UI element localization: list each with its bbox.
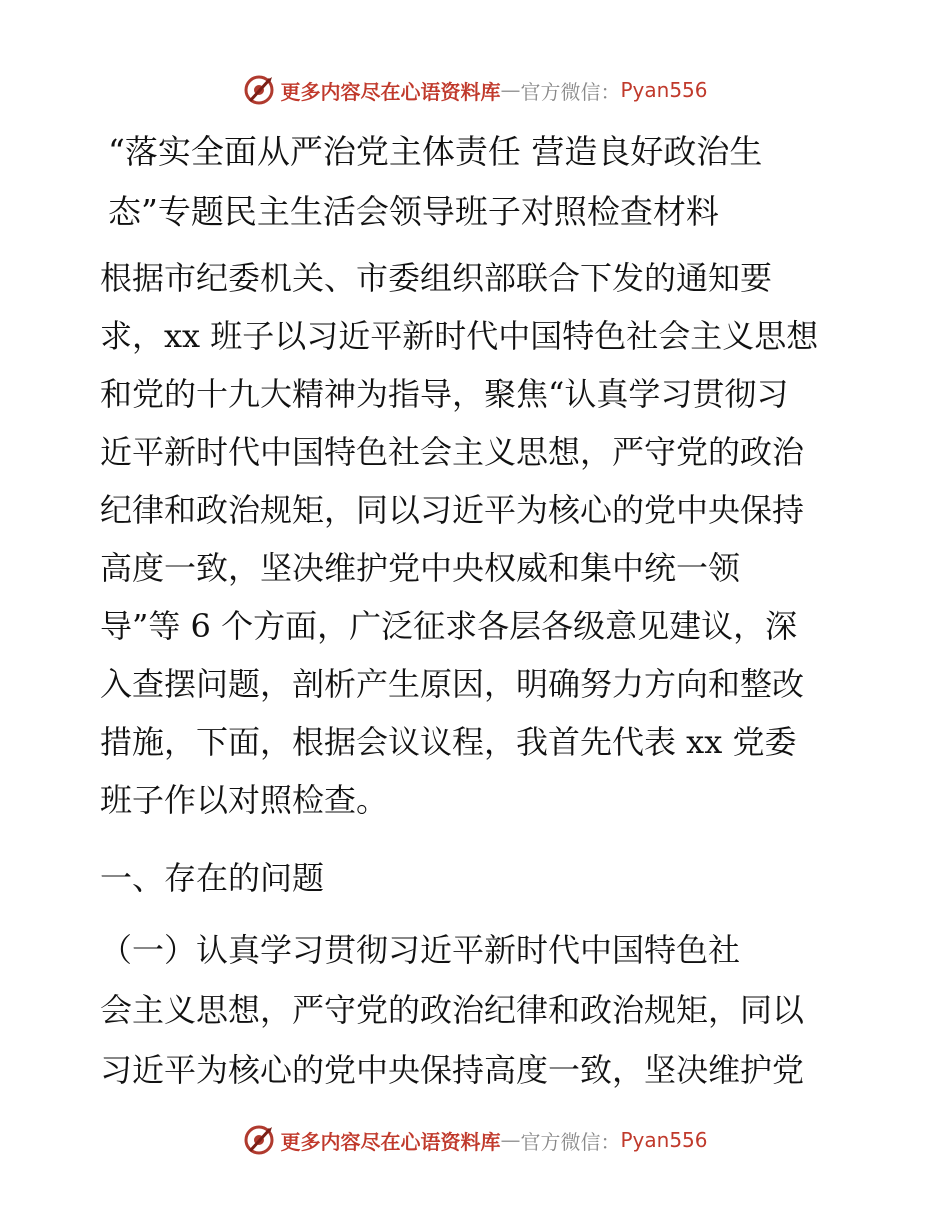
header-banner (0, 70, 950, 110)
body-line: 习近平为核心的党中央保持高度一致，坚决维护党 (100, 1051, 805, 1089)
subsection-heading: （一）认真学习贯彻习近平新时代中国特色社 (100, 931, 741, 969)
body-line: 高度一致，坚决维护党中央权威和集中统一领 (100, 549, 741, 587)
wechat-label: 官方微信： (520, 79, 621, 104)
body-line: 纪律和政治规矩，同以习近平为核心的党中央保持 (100, 491, 805, 529)
body-line: 求，xx 班子以习近平新时代中国特色社会主义思想 (100, 317, 819, 355)
document-title (108, 122, 868, 242)
body-line: 入查摆问题，剖析产生原因，明确努力方向和整改 (100, 665, 805, 703)
body-line: 导”等 6 个方面，广泛征求各层各级意见建议，深 (100, 607, 798, 645)
title-line-2: 态”专题民主生活会领导班子对照检查材料 (108, 192, 719, 231)
footer-banner (0, 1120, 950, 1160)
section-heading: 一、存在的问题 (100, 859, 325, 897)
logo-icon (242, 1123, 276, 1157)
site-name: 更多内容尽在心语资料库 (280, 1129, 501, 1154)
body-line: 会主义思想，严守党的政治纪律和政治规矩，同以 (100, 991, 805, 1029)
separator: — (500, 78, 521, 102)
body-line: 近平新时代中国特色社会主义思想，严守党的政治 (100, 433, 805, 471)
separator: — (500, 1128, 521, 1152)
body-line: 措施，下面，根据会议议程，我首先代表 xx 党委 (100, 723, 797, 761)
wechat-id: Pyan556 (620, 1128, 708, 1152)
body-line: 和党的十九大精神为指导，聚焦“认真学习贯彻习 (100, 375, 789, 413)
body-line: 根据市纪委机关、市委组织部联合下发的通知要 (100, 259, 773, 297)
logo-icon (242, 73, 276, 107)
title-line-1: “落实全面从严治党主体责任 营造良好政治生 (108, 132, 763, 171)
body-line: 班子作以对照检查。 (100, 781, 389, 819)
site-name: 更多内容尽在心语资料库 (280, 79, 501, 104)
wechat-label: 官方微信： (520, 1129, 621, 1154)
wechat-id: Pyan556 (620, 78, 708, 102)
